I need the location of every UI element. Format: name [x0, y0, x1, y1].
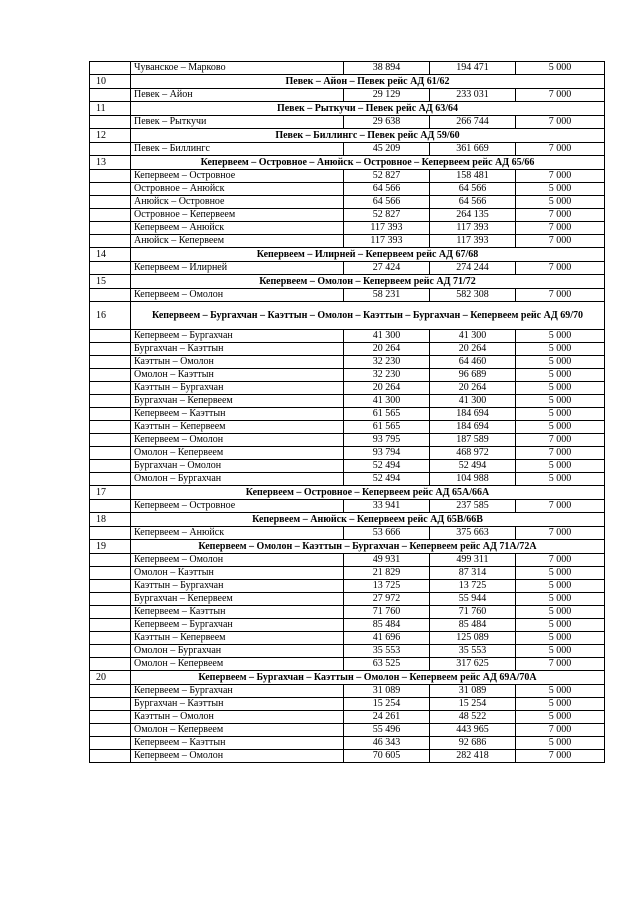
- route-segment-row: [90, 606, 605, 619]
- route-segment-row: [90, 343, 605, 356]
- empty-number-cell: [90, 289, 131, 302]
- route-name: Кепервеем – Бургахчан: [131, 330, 344, 343]
- value-b: 41 300: [430, 395, 516, 408]
- empty-number-cell: [90, 395, 131, 408]
- route-name: Кепервеем – Каэттын: [131, 606, 344, 619]
- group-title: Кепервеем – Омолон – Каэттын – Бургахчан – Кепервеем рейс АД 71А/72А: [131, 540, 605, 554]
- value-c: 5 000: [516, 356, 605, 369]
- route-name: Кепервеем – Каэттын: [131, 408, 344, 421]
- value-a: 41 696: [344, 632, 430, 645]
- value-c: 7 000: [516, 554, 605, 567]
- route-segment-row: [90, 434, 605, 447]
- value-b: 266 744: [430, 116, 516, 129]
- route-segment-row: [90, 658, 605, 671]
- value-c: 5 000: [516, 698, 605, 711]
- value-c: 5 000: [516, 369, 605, 382]
- value-c: 5 000: [516, 395, 605, 408]
- value-b: 41 300: [430, 330, 516, 343]
- value-b: 71 760: [430, 606, 516, 619]
- route-group-row: [90, 671, 605, 685]
- empty-number-cell: [90, 460, 131, 473]
- route-segment-row: [90, 170, 605, 183]
- empty-number-cell: [90, 685, 131, 698]
- group-number: 11: [90, 102, 131, 116]
- value-b: 499 311: [430, 554, 516, 567]
- value-a: 20 264: [344, 382, 430, 395]
- route-name: Чуванское – Марково: [131, 62, 344, 75]
- value-a: 55 496: [344, 724, 430, 737]
- value-a: 27 424: [344, 262, 430, 275]
- value-b: 48 522: [430, 711, 516, 724]
- route-segment-row: [90, 750, 605, 763]
- empty-number-cell: [90, 196, 131, 209]
- value-a: 35 553: [344, 645, 430, 658]
- route-name: Кепервеем – Омолон: [131, 434, 344, 447]
- value-c: 5 000: [516, 619, 605, 632]
- value-a: 41 300: [344, 330, 430, 343]
- route-segment-row: [90, 395, 605, 408]
- value-b: 13 725: [430, 580, 516, 593]
- route-segment-row: [90, 421, 605, 434]
- empty-number-cell: [90, 724, 131, 737]
- value-c: 7 000: [516, 500, 605, 513]
- route-segment-row: [90, 262, 605, 275]
- empty-number-cell: [90, 737, 131, 750]
- value-c: 7 000: [516, 170, 605, 183]
- route-name: Кепервеем – Омолон: [131, 750, 344, 763]
- route-name: Кепервеем – Анюйск: [131, 222, 344, 235]
- value-c: 5 000: [516, 343, 605, 356]
- value-b: 55 944: [430, 593, 516, 606]
- route-name: Кепервеем – Каэттын: [131, 737, 344, 750]
- value-b: 20 264: [430, 382, 516, 395]
- value-b: 282 418: [430, 750, 516, 763]
- value-a: 31 089: [344, 685, 430, 698]
- route-segment-row: [90, 183, 605, 196]
- route-name: Омолон – Каэттын: [131, 567, 344, 580]
- value-a: 38 894: [344, 62, 430, 75]
- value-b: 187 589: [430, 434, 516, 447]
- empty-number-cell: [90, 645, 131, 658]
- route-group-row: [90, 102, 605, 116]
- route-name: Островное – Кепервеем: [131, 209, 344, 222]
- value-a: 71 760: [344, 606, 430, 619]
- route-name: Каэттын – Омолон: [131, 711, 344, 724]
- route-name: Омолон – Каэттын: [131, 369, 344, 382]
- route-name: Кепервеем – Бургахчан: [131, 685, 344, 698]
- value-a: 64 566: [344, 183, 430, 196]
- route-name: Певек – Биллингс: [131, 143, 344, 156]
- value-c: 7 000: [516, 447, 605, 460]
- empty-number-cell: [90, 447, 131, 460]
- route-name: Каэттын – Кепервеем: [131, 632, 344, 645]
- value-a: 20 264: [344, 343, 430, 356]
- empty-number-cell: [90, 62, 131, 75]
- route-segment-row: [90, 235, 605, 248]
- empty-number-cell: [90, 632, 131, 645]
- value-b: 158 481: [430, 170, 516, 183]
- value-b: 184 694: [430, 408, 516, 421]
- value-a: 32 230: [344, 356, 430, 369]
- empty-number-cell: [90, 711, 131, 724]
- route-segment-row: [90, 289, 605, 302]
- value-c: 7 000: [516, 235, 605, 248]
- value-a: 27 972: [344, 593, 430, 606]
- route-name: Островное – Анюйск: [131, 183, 344, 196]
- value-c: 5 000: [516, 62, 605, 75]
- route-name: Анюйск – Кепервеем: [131, 235, 344, 248]
- route-name: Кепервеем – Анюйск: [131, 527, 344, 540]
- value-c: 7 000: [516, 116, 605, 129]
- value-a: 93 794: [344, 447, 430, 460]
- empty-number-cell: [90, 658, 131, 671]
- route-name: Омолон – Бургахчан: [131, 645, 344, 658]
- group-title: Кепервеем – Омолон – Кепервеем рейс АД 71/72: [131, 275, 605, 289]
- group-number: 19: [90, 540, 131, 554]
- value-c: 5 000: [516, 421, 605, 434]
- route-name: Кепервеем – Омолон: [131, 289, 344, 302]
- value-c: 5 000: [516, 382, 605, 395]
- value-b: 85 484: [430, 619, 516, 632]
- group-title: Кепервеем – Анюйск – Кепервеем рейс АД 65В/66В: [131, 513, 605, 527]
- value-a: 64 566: [344, 196, 430, 209]
- route-group-row: [90, 75, 605, 89]
- empty-number-cell: [90, 606, 131, 619]
- value-a: 33 941: [344, 500, 430, 513]
- value-c: 7 000: [516, 262, 605, 275]
- value-c: 7 000: [516, 222, 605, 235]
- value-a: 61 565: [344, 408, 430, 421]
- route-segment-row: [90, 593, 605, 606]
- empty-number-cell: [90, 580, 131, 593]
- route-segment-row: [90, 500, 605, 513]
- value-c: 5 000: [516, 196, 605, 209]
- empty-number-cell: [90, 750, 131, 763]
- route-segment-row: [90, 580, 605, 593]
- route-name: Бургахчан – Кепервеем: [131, 593, 344, 606]
- route-segment-row: [90, 685, 605, 698]
- route-segment-row: [90, 143, 605, 156]
- route-name: Кепервеем – Островное: [131, 170, 344, 183]
- group-title: Певек – Биллингс – Певек рейс АД 59/60: [131, 129, 605, 143]
- group-number: 12: [90, 129, 131, 143]
- value-a: 93 795: [344, 434, 430, 447]
- route-group-row: [90, 129, 605, 143]
- empty-number-cell: [90, 209, 131, 222]
- route-segment-row: [90, 554, 605, 567]
- value-b: 443 965: [430, 724, 516, 737]
- route-segment-row: [90, 460, 605, 473]
- value-b: 184 694: [430, 421, 516, 434]
- route-tariff-table: [89, 61, 605, 763]
- route-segment-row: [90, 89, 605, 102]
- value-b: 15 254: [430, 698, 516, 711]
- route-segment-row: [90, 698, 605, 711]
- route-name: Кепервеем – Островное: [131, 500, 344, 513]
- group-title: Кепервеем – Островное – Анюйск – Островное – Кепервеем рейс АД 65/66: [131, 156, 605, 170]
- value-c: 7 000: [516, 434, 605, 447]
- empty-number-cell: [90, 698, 131, 711]
- value-c: 5 000: [516, 711, 605, 724]
- value-c: 5 000: [516, 460, 605, 473]
- value-a: 85 484: [344, 619, 430, 632]
- route-group-row: [90, 540, 605, 554]
- empty-number-cell: [90, 527, 131, 540]
- route-segment-row: [90, 222, 605, 235]
- value-a: 117 393: [344, 222, 430, 235]
- value-a: 24 261: [344, 711, 430, 724]
- value-b: 317 625: [430, 658, 516, 671]
- route-group-row: [90, 275, 605, 289]
- route-segment-row: [90, 737, 605, 750]
- route-name: Омолон – Кепервеем: [131, 658, 344, 671]
- route-segment-row: [90, 447, 605, 460]
- route-segment-row: [90, 116, 605, 129]
- value-a: 52 494: [344, 460, 430, 473]
- route-segment-row: [90, 369, 605, 382]
- empty-number-cell: [90, 356, 131, 369]
- value-a: 70 605: [344, 750, 430, 763]
- value-c: 5 000: [516, 330, 605, 343]
- value-c: 5 000: [516, 473, 605, 486]
- value-c: 7 000: [516, 750, 605, 763]
- value-a: 52 494: [344, 473, 430, 486]
- empty-number-cell: [90, 89, 131, 102]
- empty-number-cell: [90, 421, 131, 434]
- value-a: 52 827: [344, 170, 430, 183]
- route-segment-row: [90, 382, 605, 395]
- route-group-row: [90, 513, 605, 527]
- route-name: Анюйск – Островное: [131, 196, 344, 209]
- value-c: 7 000: [516, 209, 605, 222]
- route-name: Бургахчан – Каэттын: [131, 698, 344, 711]
- value-b: 361 669: [430, 143, 516, 156]
- route-name: Каэттын – Бургахчан: [131, 580, 344, 593]
- route-segment-row: [90, 711, 605, 724]
- value-c: 5 000: [516, 685, 605, 698]
- value-b: 117 393: [430, 235, 516, 248]
- empty-number-cell: [90, 343, 131, 356]
- value-a: 53 666: [344, 527, 430, 540]
- route-segment-row: [90, 209, 605, 222]
- value-c: 5 000: [516, 645, 605, 658]
- empty-number-cell: [90, 434, 131, 447]
- value-a: 41 300: [344, 395, 430, 408]
- route-segment-row: [90, 196, 605, 209]
- empty-number-cell: [90, 500, 131, 513]
- value-c: 5 000: [516, 567, 605, 580]
- empty-number-cell: [90, 369, 131, 382]
- route-name: Каэттын – Кепервеем: [131, 421, 344, 434]
- value-c: 7 000: [516, 89, 605, 102]
- value-b: 31 089: [430, 685, 516, 698]
- route-group-row: [90, 302, 605, 330]
- empty-number-cell: [90, 619, 131, 632]
- group-number: 17: [90, 486, 131, 500]
- value-b: 237 585: [430, 500, 516, 513]
- route-name: Каэттын – Омолон: [131, 356, 344, 369]
- route-name: Кепервеем – Бургахчан: [131, 619, 344, 632]
- group-number: 10: [90, 75, 131, 89]
- group-title: Кепервеем – Бургахчан – Каэттын – Омолон – Каэттын – Бургахчан – Кепервеем рейс АД 69/70: [131, 302, 605, 330]
- empty-number-cell: [90, 235, 131, 248]
- route-name: Кепервеем – Илирней: [131, 262, 344, 275]
- value-b: 468 972: [430, 447, 516, 460]
- route-name: Каэттын – Бургахчан: [131, 382, 344, 395]
- route-segment-row: [90, 645, 605, 658]
- value-a: 58 231: [344, 289, 430, 302]
- value-b: 104 988: [430, 473, 516, 486]
- value-b: 35 553: [430, 645, 516, 658]
- value-b: 87 314: [430, 567, 516, 580]
- value-a: 21 829: [344, 567, 430, 580]
- route-name: Певек – Рыткучи: [131, 116, 344, 129]
- empty-number-cell: [90, 408, 131, 421]
- value-c: 5 000: [516, 183, 605, 196]
- value-a: 61 565: [344, 421, 430, 434]
- group-number: 13: [90, 156, 131, 170]
- route-name: Кепервеем – Омолон: [131, 554, 344, 567]
- value-a: 32 230: [344, 369, 430, 382]
- value-b: 20 264: [430, 343, 516, 356]
- value-b: 264 135: [430, 209, 516, 222]
- value-c: 5 000: [516, 593, 605, 606]
- route-segment-row: [90, 567, 605, 580]
- value-b: 92 686: [430, 737, 516, 750]
- route-name: Бургахчан – Кепервеем: [131, 395, 344, 408]
- value-c: 5 000: [516, 580, 605, 593]
- route-name: Омолон – Кепервеем: [131, 447, 344, 460]
- value-b: 52 494: [430, 460, 516, 473]
- empty-number-cell: [90, 262, 131, 275]
- route-name: Бургахчан – Омолон: [131, 460, 344, 473]
- value-c: 7 000: [516, 143, 605, 156]
- value-c: 7 000: [516, 527, 605, 540]
- empty-number-cell: [90, 567, 131, 580]
- group-title: Певек – Рыткучи – Певек рейс АД 63/64: [131, 102, 605, 116]
- empty-number-cell: [90, 554, 131, 567]
- value-c: 5 000: [516, 606, 605, 619]
- value-a: 63 525: [344, 658, 430, 671]
- route-segment-row: [90, 473, 605, 486]
- value-b: 375 663: [430, 527, 516, 540]
- value-b: 582 308: [430, 289, 516, 302]
- value-c: 5 000: [516, 408, 605, 421]
- route-name: Бургахчан – Каэттын: [131, 343, 344, 356]
- value-b: 64 566: [430, 183, 516, 196]
- route-segment-row: [90, 330, 605, 343]
- value-b: 96 689: [430, 369, 516, 382]
- value-a: 29 129: [344, 89, 430, 102]
- route-segment-row: [90, 724, 605, 737]
- route-segment-row: [90, 619, 605, 632]
- route-segment-row: [90, 62, 605, 75]
- group-title: Певек – Айон – Певек рейс АД 61/62: [131, 75, 605, 89]
- value-b: 64 566: [430, 196, 516, 209]
- table-body: [90, 62, 605, 763]
- route-name: Омолон – Бургахчан: [131, 473, 344, 486]
- route-name: Омолон – Кепервеем: [131, 724, 344, 737]
- value-b: 233 031: [430, 89, 516, 102]
- empty-number-cell: [90, 143, 131, 156]
- empty-number-cell: [90, 593, 131, 606]
- route-segment-row: [90, 408, 605, 421]
- empty-number-cell: [90, 170, 131, 183]
- route-segment-row: [90, 527, 605, 540]
- empty-number-cell: [90, 222, 131, 235]
- empty-number-cell: [90, 183, 131, 196]
- group-number: 16: [90, 302, 131, 330]
- value-b: 274 244: [430, 262, 516, 275]
- route-group-row: [90, 156, 605, 170]
- route-segment-row: [90, 632, 605, 645]
- group-title: Кепервеем – Илирней – Кепервеем рейс АД 67/68: [131, 248, 605, 262]
- route-group-row: [90, 248, 605, 262]
- group-number: 15: [90, 275, 131, 289]
- value-c: 7 000: [516, 289, 605, 302]
- value-a: 49 931: [344, 554, 430, 567]
- group-number: 18: [90, 513, 131, 527]
- empty-number-cell: [90, 382, 131, 395]
- value-b: 125 089: [430, 632, 516, 645]
- route-group-row: [90, 486, 605, 500]
- value-a: 29 638: [344, 116, 430, 129]
- value-b: 194 471: [430, 62, 516, 75]
- value-b: 64 460: [430, 356, 516, 369]
- value-c: 7 000: [516, 724, 605, 737]
- value-a: 13 725: [344, 580, 430, 593]
- value-c: 5 000: [516, 632, 605, 645]
- route-segment-row: [90, 356, 605, 369]
- empty-number-cell: [90, 330, 131, 343]
- value-c: 5 000: [516, 737, 605, 750]
- group-title: Кепервеем – Островное – Кепервеем рейс АД 65А/66А: [131, 486, 605, 500]
- value-c: 7 000: [516, 658, 605, 671]
- value-a: 45 209: [344, 143, 430, 156]
- group-title: Кепервеем – Бургахчан – Каэттын – Омолон – Кепервеем рейс АД 69А/70А: [131, 671, 605, 685]
- value-a: 117 393: [344, 235, 430, 248]
- route-name: Певек – Айон: [131, 89, 344, 102]
- value-a: 52 827: [344, 209, 430, 222]
- group-number: 20: [90, 671, 131, 685]
- empty-number-cell: [90, 473, 131, 486]
- value-b: 117 393: [430, 222, 516, 235]
- value-a: 15 254: [344, 698, 430, 711]
- value-a: 46 343: [344, 737, 430, 750]
- group-number: 14: [90, 248, 131, 262]
- empty-number-cell: [90, 116, 131, 129]
